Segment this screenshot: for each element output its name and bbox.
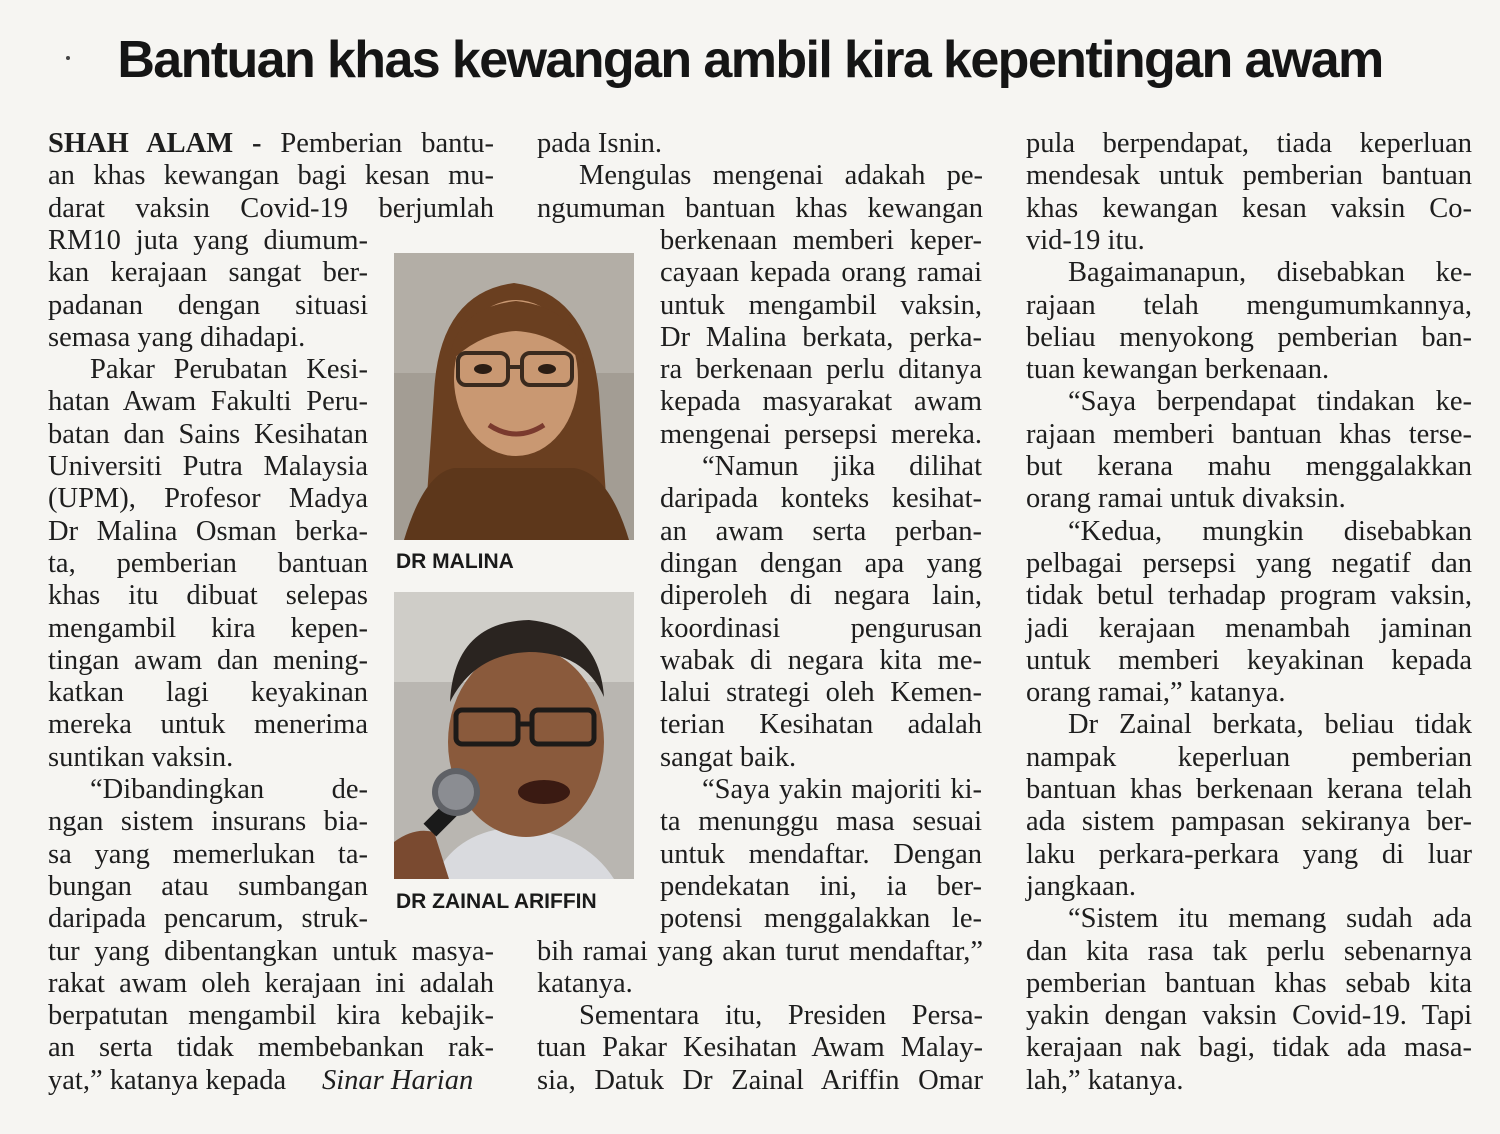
article-line: Dr Malina berkata, perka- xyxy=(660,321,982,353)
article-line: tidak betul terhadap program vaksin, xyxy=(1026,580,1472,612)
article-line: jadi kerajaan menambah jaminan xyxy=(1026,612,1472,644)
article-line: lalui strategi oleh Kemen- xyxy=(660,677,982,709)
article-line: rakat awam oleh kerajaan ini adalah xyxy=(48,967,494,999)
article-line: orang ramai untuk divaksin. xyxy=(1026,483,1346,515)
article-line: “Sistem itu memang sudah ada xyxy=(1068,903,1472,935)
article-line: dingan dengan apa yang xyxy=(660,547,982,579)
article-line: padanan dengan situasi xyxy=(48,289,368,321)
portrait-dr-zainal-ariffin-image xyxy=(394,592,634,879)
article-line: Mengulas mengenai adakah pe- xyxy=(579,160,983,192)
article-line: (UPM), Profesor Madya xyxy=(48,483,368,515)
article-line: Universiti Putra Malaysia xyxy=(48,451,368,482)
article-line: terian Kesihatan adalah xyxy=(660,709,982,741)
article-line: sa yang memerlukan ta- xyxy=(48,838,368,870)
dateline: SHAH ALAM - xyxy=(48,128,262,159)
article-line: an serta tidak membebankan rak- xyxy=(48,1032,494,1064)
article-line: untuk memberi keyakinan kepada xyxy=(1026,644,1472,676)
article-line: but kerana mahu menggalakkan xyxy=(1026,451,1472,482)
article-line: ngumuman bantuan khas kewangan xyxy=(537,192,983,224)
article-line: cayaan kepada orang ramai xyxy=(660,257,982,289)
article-line: kepada masyarakat awam xyxy=(660,386,982,418)
portrait-dr-malina-image xyxy=(394,253,634,540)
article-line: pada Isnin. xyxy=(537,128,663,159)
article-line: bantuan khas berkenaan kerana telah xyxy=(1026,774,1472,805)
photo-caption-dr-malina: DR MALINA xyxy=(396,550,514,573)
article-line: wabak di negara kita me- xyxy=(660,644,982,676)
print-speck xyxy=(66,56,70,60)
article-line: RM10 juta yang diumum- xyxy=(48,224,368,256)
article-line: pendekatan ini, ia ber- xyxy=(660,870,982,902)
article-line: daripada konteks kesihat- xyxy=(660,483,982,515)
article-line: rajaan memberi bantuan khas terse- xyxy=(1026,418,1472,450)
article-line: mereka untuk menerima xyxy=(48,709,368,741)
article-line: ada sistem pampasan sekiranya ber- xyxy=(1026,806,1472,838)
article-line: Bagaimanapun, disebabkan ke- xyxy=(1068,257,1472,289)
article-line: koordinasi pengurusan xyxy=(660,612,982,644)
article-line: “Saya berpendapat tindakan ke- xyxy=(1068,386,1472,418)
article-line: ngan sistem insurans bia- xyxy=(48,806,368,838)
article-line: beliau menyokong pemberian ban- xyxy=(1026,321,1472,353)
article-line: kerajaan nak bagi, tidak ada masa- xyxy=(1026,1032,1472,1064)
article-line: kan kerajaan sangat ber- xyxy=(48,257,368,289)
article-line: an khas kewangan bagi kesan mu- xyxy=(48,160,494,192)
article-line: sangat baik. xyxy=(660,741,797,773)
article-line: pemberian bantuan khas sebab kita xyxy=(1026,967,1472,999)
article-line: laku perkara-perkara yang di luar xyxy=(1026,838,1472,870)
article-line: yakin dengan vaksin Covid-19. Tapi xyxy=(1026,1000,1472,1032)
article-line: orang ramai,” katanya. xyxy=(1026,677,1286,709)
article-line: untuk mendaftar. Dengan xyxy=(660,838,982,870)
article-line: pula berpendapat, tiada keperluan xyxy=(1026,128,1472,159)
article-line: ta, pemberian bantuan xyxy=(48,547,368,579)
article-line: berpatutan mengambil kira kebajik- xyxy=(48,1000,494,1032)
article-line: lah,” katanya. xyxy=(1026,1064,1184,1096)
article-line: Sementara itu, Presiden Persa- xyxy=(579,1000,983,1032)
article-line: semasa yang dihadapi. xyxy=(48,321,306,353)
article-line: tur yang dibentangkan untuk masya- xyxy=(48,935,494,967)
article-line: jangkaan. xyxy=(1026,870,1136,902)
photo-dr-malina xyxy=(394,253,634,540)
article-line: khas itu dibuat selepas xyxy=(48,580,368,612)
article-line: dan kita rasa tak perlu sebenarnya xyxy=(1026,935,1472,967)
article-line: tuan kewangan berkenaan. xyxy=(1026,354,1330,386)
article-line: Dr Malina Osman berka- xyxy=(48,515,368,547)
article-line: pelbagai persepsi yang negatif dan xyxy=(1026,547,1472,579)
article-line: ra berkenaan perlu ditanya xyxy=(660,354,982,386)
article-line: mengenai persepsi mereka. xyxy=(660,418,982,450)
article-line: sia, Datuk Dr Zainal Ariffin Omar xyxy=(537,1064,983,1096)
article-line: hatan Awam Fakulti Peru- xyxy=(48,386,368,418)
article-line: an awam serta perban- xyxy=(660,515,982,547)
article-line: vid-19 itu. xyxy=(1026,224,1145,256)
article-line: tingan awam dan mening- xyxy=(48,644,368,676)
article-line: untuk mengambil vaksin, xyxy=(660,289,982,321)
article-line: daripada pencarum, struk- xyxy=(48,903,368,935)
article-line: yat,” katanya kepada xyxy=(48,1064,287,1096)
article-line: katkan lagi keyakinan xyxy=(48,677,368,709)
article-line: darat vaksin Covid-19 berjumlah xyxy=(48,192,494,224)
article-line: berkenaan memberi keper- xyxy=(660,224,982,256)
article-line: khas kewangan kesan vaksin Co- xyxy=(1026,192,1472,224)
article-line: “Dibandingkan de- xyxy=(90,774,368,805)
article-line: ta menunggu masa sesuai xyxy=(660,806,982,838)
article-line: rajaan telah mengumumkannya, xyxy=(1026,289,1472,321)
photo-caption-dr-zainal-ariffin: DR ZAINAL ARIFFIN xyxy=(396,890,597,913)
publication-name: Sinar Harian xyxy=(322,1064,474,1096)
article-line: potensi menggalakkan le- xyxy=(660,903,982,935)
article-line: “Kedua, mungkin disebabkan xyxy=(1068,515,1472,547)
article-line: “Namun jika dilihat xyxy=(702,451,982,482)
headline: Bantuan khas kewangan ambil kira kepentingan awam xyxy=(117,31,1383,89)
article-line: tuan Pakar Kesihatan Awam Malay- xyxy=(537,1032,983,1064)
article-line: katanya. xyxy=(537,967,633,999)
article-line: Pakar Perubatan Kesi- xyxy=(90,354,368,386)
article-line: nampak keperluan pemberian xyxy=(1026,741,1472,773)
photo-dr-zainal-ariffin xyxy=(394,592,634,879)
article-line: mendesak untuk pemberian bantuan xyxy=(1026,160,1472,192)
article-line: Dr Zainal berkata, beliau tidak xyxy=(1068,709,1472,741)
article-line: mengambil kira kepen- xyxy=(48,612,368,644)
article-line: suntikan vaksin. xyxy=(48,741,234,773)
article-line: diperoleh di negara lain, xyxy=(660,580,982,612)
article-line: batan dan Sains Kesihatan xyxy=(48,418,368,450)
article-line: “Saya yakin majoriti ki- xyxy=(702,774,982,805)
article-line: bungan atau sumbangan xyxy=(48,870,368,902)
article-line: SHAH ALAM - Pemberian bantu- xyxy=(48,128,495,159)
article-line: bih ramai yang akan turut mendaftar,” xyxy=(537,935,983,967)
